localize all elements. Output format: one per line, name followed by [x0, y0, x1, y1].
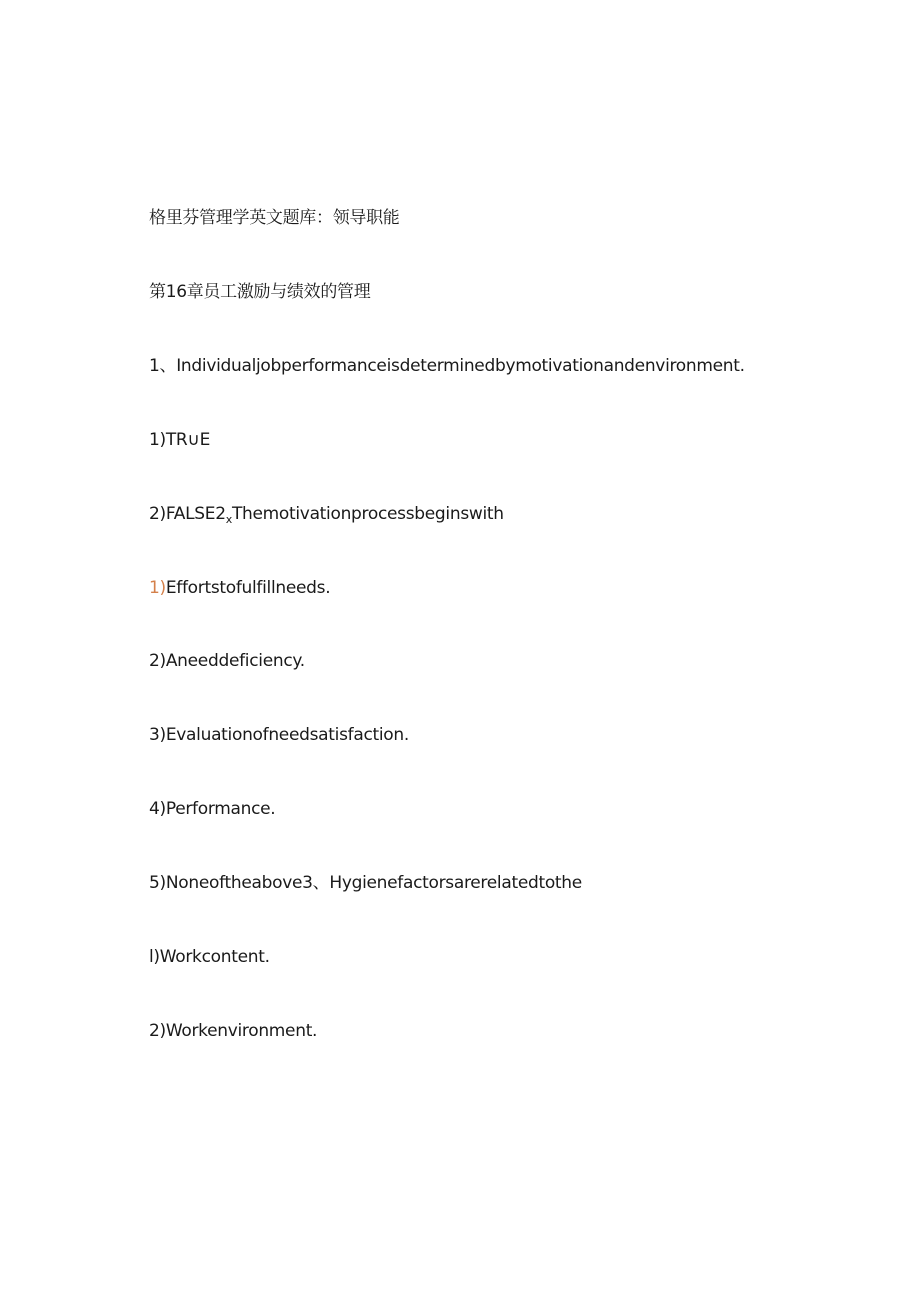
- question-1-option-2: 2)FALSE2: [149, 504, 226, 524]
- question-2-option-3: 3)Evaluationofneedsatisfaction.: [149, 725, 409, 745]
- question-1-option-2-and-question-2: [149, 502, 504, 528]
- document-title: 格里芬管理学英文题库：领导职能: [149, 208, 400, 228]
- question-2-option-4: 4)Performance.: [149, 799, 276, 819]
- question-2-option-1: [149, 576, 330, 600]
- question-1: 1、Individualjobperformanceisdeterminedbymotivationandenvironment.: [149, 356, 745, 376]
- question-3-option-2: 2)Workenvironment.: [149, 1021, 318, 1041]
- question-2-subscript: x: [225, 513, 232, 526]
- question-3-option-1: l)Workcontent.: [149, 947, 270, 967]
- chapter-heading: 第16章员工激励与绩效的管理: [149, 282, 371, 302]
- question-2-text: Themotivationprocessbeginswith: [231, 504, 504, 524]
- question-2-option-5-and-question-3: 5)Noneoftheabove3、Hygienefactorsarerelatedtothe: [149, 873, 582, 893]
- question-2-option-1-number: 1): [149, 578, 166, 598]
- question-2-option-2: 2)Aneeddeficiency.: [149, 651, 305, 671]
- question-2-option-1-text: Effortstofulfillneeds.: [165, 578, 331, 598]
- question-1-option-1: 1)TR∪E: [149, 430, 211, 450]
